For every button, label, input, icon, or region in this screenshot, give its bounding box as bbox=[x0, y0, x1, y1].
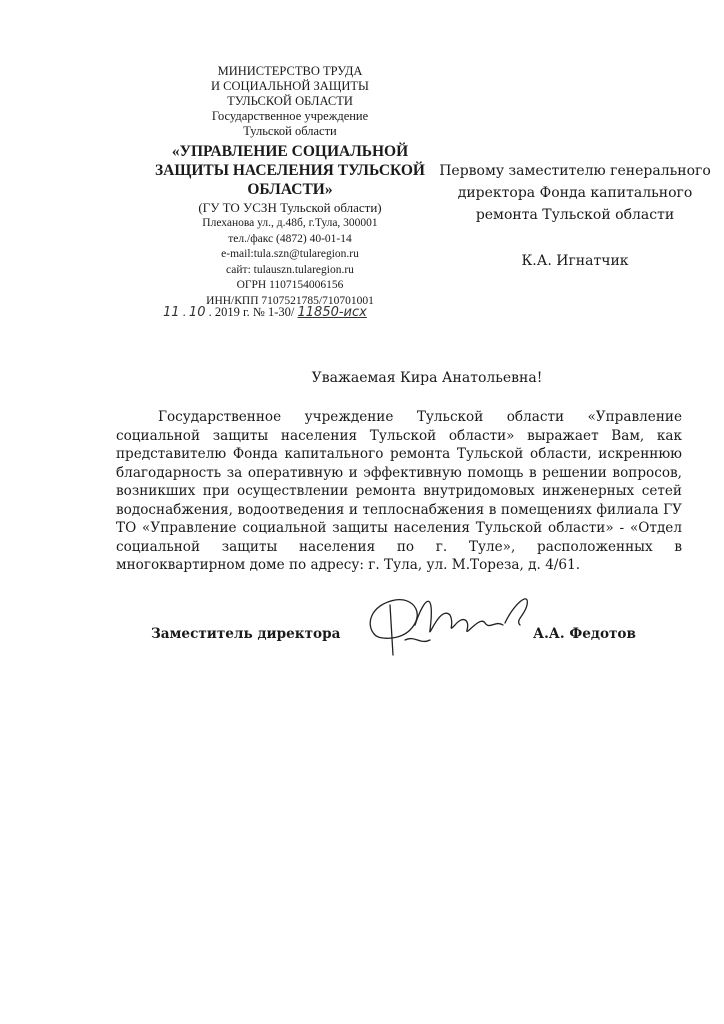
registration-line: 11 . 10 . 2019 г. № 1-30/ 11850-исх bbox=[163, 305, 367, 320]
inn-kpp: ИНН/КПП 7107521785/710701001 bbox=[206, 294, 374, 307]
phone: тел./факс (4872) 40-01-14 bbox=[228, 232, 352, 245]
address: Плеханова ул., д.48б, г.Тула, 300001 bbox=[202, 217, 378, 229]
recipient-line-1: Первому заместителю генерального bbox=[439, 163, 711, 179]
ministry-line-1: МИНИСТЕРСТВО ТРУДА bbox=[217, 64, 363, 78]
registration-number: 11850-исх bbox=[297, 305, 367, 320]
salutation: Уважаемая Кира Анатольевна! bbox=[311, 370, 543, 386]
ogrn: ОГРН 1107154006156 bbox=[236, 279, 344, 291]
institution-region: Тульской области bbox=[243, 124, 337, 138]
website: сайт: tulauszn.tularegion.ru bbox=[226, 263, 354, 276]
recipient-name: К.А. Игнатчик bbox=[521, 253, 629, 269]
organization-name-line-2: ЗАЩИТЫ НАСЕЛЕНИЯ ТУЛЬСКОЙ bbox=[154, 162, 425, 179]
ministry-line-3: ТУЛЬСКОЙ ОБЛАСТИ bbox=[227, 94, 353, 108]
registration-day: 11 bbox=[163, 305, 180, 320]
letterhead bbox=[95, 64, 485, 309]
registration-year-text: 2019 г. № 1-30/ bbox=[214, 305, 295, 319]
organization-name bbox=[95, 142, 485, 199]
email: e-mail:tula.szn@tularegion.ru bbox=[221, 248, 359, 260]
institution-type: Государственное учреждение bbox=[211, 109, 369, 123]
ministry-line-2: И СОЦИАЛЬНОЙ ЗАЩИТЫ bbox=[211, 79, 369, 93]
signatory-title: Заместитель директора bbox=[151, 626, 341, 642]
signatory-name: А.А. Федотов bbox=[533, 626, 636, 642]
handwritten-signature bbox=[355, 585, 535, 665]
recipient-block bbox=[430, 160, 720, 272]
recipient-line-2: директора Фонда капитального bbox=[457, 185, 693, 201]
organization-name-line-3: ОБЛАСТИ» bbox=[247, 181, 333, 198]
registration-month: 10 bbox=[188, 305, 206, 320]
organization-short-name: (ГУ ТО УСЗН Тульской области) bbox=[198, 200, 382, 215]
letter-body: Государственное учреждение Тульской области «Управление социальной защиты населения Тульской области» выражает Вам, как представителю Фонда капитального ремонта Тульской области, искреннюю благодарность за оперативную и эффективную помощь в решении вопросов, возникших при осуществлении ремонта внутридомовых инженерных сетей водоснабжения, водоотведения и теплоснабжения в помещениях филиала ГУ ТО «Управление социальной защиты населения Тульской области» - «Отдел социальной защиты населения по г. Туле», расположенных в многоквартирном доме по адресу: г. Тула, ул. М.Тореза, д. 4/61. bbox=[116, 409, 682, 573]
recipient-line-3: ремонта Тульской области bbox=[475, 207, 675, 223]
organization-name-line-1: «УПРАВЛЕНИЕ СОЦИАЛЬНОЙ bbox=[171, 143, 409, 160]
